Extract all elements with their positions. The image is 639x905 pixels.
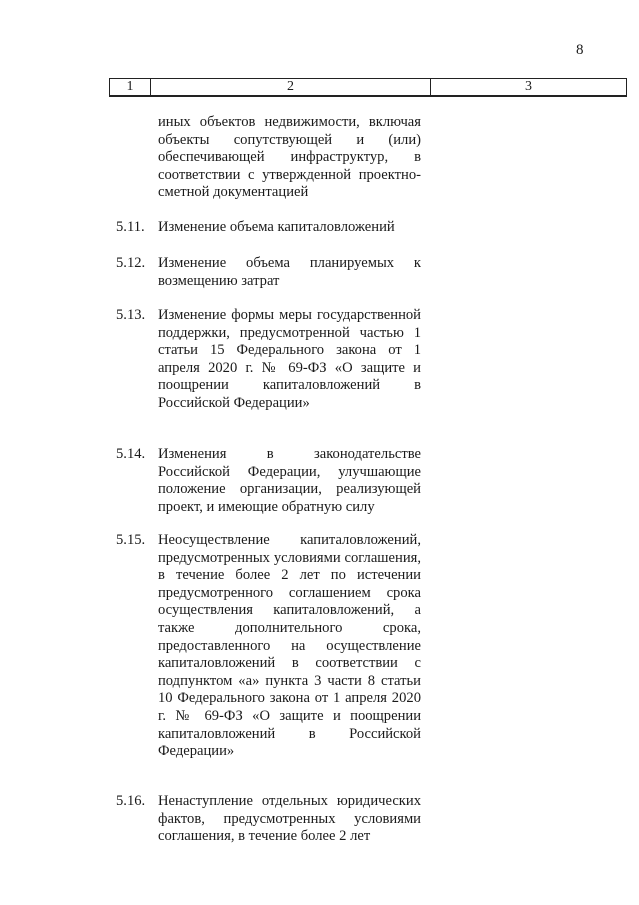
item-text-5-16: Ненаступление отдельных юридических фактов, предусмотренных условиями соглашения, в течение более 2 лет (158, 793, 421, 845)
item-text-5-12: Изменение объема планируемых к возмещению затрат (158, 255, 421, 289)
item-number-5-12: 5.12. (116, 255, 146, 271)
item-text-5-15: Неосуществление капиталовложений, предусмотренных условиями соглашения, в течение более 2 лет по истечении предусмотренного соглашением срока осуществления капиталовложений, а также дополнительного срока, предоставленного на осуществление капиталовложений в соответствии с подпунктом «а» пункта 3 части 8 статьи 10 Федерального закона от 1 апреля 2020 г. № 69-ФЗ «О защите и поощрении капиталовложений в Российской Федерации» (158, 532, 421, 760)
item-text-5-13: Изменение формы меры государственной поддержки, предусмотренной частью 1 статьи 15 Федерального закона от 1 апреля 2020 г. № 69-ФЗ «О защите и поощрении капиталовложений в Российской Федерации» (158, 307, 421, 411)
page-number: 8 (576, 42, 584, 58)
column-number-3: 3 (431, 79, 627, 97)
column-number-2: 2 (151, 79, 431, 97)
item-number-5-15: 5.15. (116, 532, 146, 548)
item-text-5-11: Изменение объема капиталовложений (158, 219, 395, 235)
item-number-5-14: 5.14. (116, 446, 146, 462)
table-header (109, 78, 627, 97)
item-text-5-14: Изменения в законодательстве Российской Федерации, улучшающие положение организации, реализующей проект, и имеющие обратную силу (158, 446, 421, 515)
item-number-5-13: 5.13. (116, 307, 146, 323)
item-number-5-11: 5.11. (116, 219, 145, 235)
continuation-text: иных объектов недвижимости, включая объекты сопутствующей и (или) обеспечивающей инфраструктур, в соответствии с утвержденной проектно-сметной документацией (158, 114, 421, 201)
item-number-5-16: 5.16. (116, 793, 146, 809)
column-number-1: 1 (110, 79, 151, 97)
